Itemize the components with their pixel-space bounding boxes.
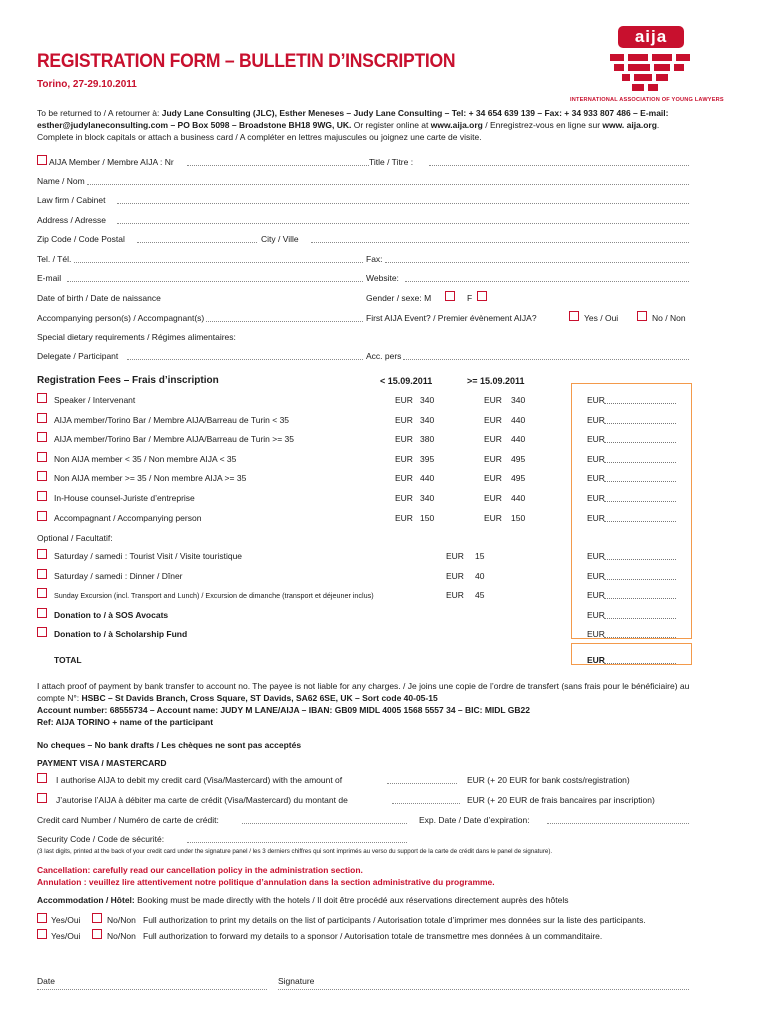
donation-sos-amount[interactable]: [604, 618, 676, 619]
currency-label: EUR: [484, 512, 502, 523]
card-number-field[interactable]: [242, 823, 407, 824]
fee-checkbox[interactable]: [37, 413, 47, 423]
currency-label: EUR: [395, 453, 413, 464]
card-number-label: Credit card Number / Numéro de carte de crédit:: [37, 815, 219, 825]
accommodation-text: Booking must be made directly with the hotels / Il doit être procédé aux réservations directement auprès des hôtels: [134, 895, 569, 905]
late-price: 340: [511, 395, 526, 405]
late-price: 150: [511, 512, 526, 523]
logo-caption: INTERNATIONAL ASSOCIATION OF YOUNG LAWYERS: [570, 97, 724, 103]
late-deadline-header: >= 15.09.2011: [467, 376, 525, 386]
fee-amount-field[interactable]: [604, 403, 676, 404]
dob-gender-row: [37, 293, 689, 305]
authorise-fr-amount[interactable]: [392, 803, 460, 804]
intro-text: / Enregistrez-vous en ligne sur: [482, 120, 603, 130]
accompanying-label: Accompanying person(s) / Accompagnant(s): [37, 313, 205, 323]
name-row: [37, 176, 689, 188]
optional-label: Sunday Excursion (incl. Transport and Lunch) / Excursion de dimanche (transport et déjeuner inclus): [54, 591, 374, 601]
currency-label: EUR: [587, 512, 605, 523]
fee-checkbox[interactable]: [37, 491, 47, 501]
aija-logo: aija: [618, 26, 684, 48]
optional-label: Saturday / samedi : Tourist Visit / Visite touristique: [54, 551, 243, 561]
first-event-yes-checkbox[interactable]: [569, 311, 579, 321]
website-label: Website:: [366, 273, 399, 283]
fee-checkbox[interactable]: [37, 452, 47, 462]
fee-row: [37, 513, 697, 526]
optional-amount-field[interactable]: [604, 579, 676, 580]
currency-label: EUR: [587, 610, 605, 620]
fee-amount-field[interactable]: [604, 423, 676, 424]
bank-transfer-text: I attach proof of payment by bank transfer to account no. The payee is not liable for any charges. / Je joins une copie de l’ordre de transfert (sans frais pour le bénéficiaire) au compte N°:: [37, 681, 690, 703]
card-payment-title: PAYMENT VISA / MASTERCARD: [37, 758, 167, 768]
bank-details: HSBC – St Davids Branch, Cross Square, ST Davids, SA62 6SE, UK – Sort code 40-05-15: [81, 693, 438, 703]
bank-transfer-paragraph: [37, 680, 697, 728]
date-field[interactable]: [37, 989, 267, 990]
currency-label: EUR: [446, 590, 464, 601]
zip-city-row: [37, 234, 689, 246]
optional-row: [37, 571, 697, 584]
fee-row: [37, 395, 697, 408]
contact-details: Judy Lane Consulting (JLC), Esther Meneses – Judy Lane Consulting – Tel: + 34 654 639 139 – Fax: + 34 933 807 486 – E-mail: esther@judylaneconsulting.com – PO Box 5098 – Broadstone BH18 9WG, UK.: [37, 108, 669, 130]
gender-label: Gender / sexe: M: [366, 293, 432, 303]
fee-row: [37, 473, 697, 486]
optional-price: 15: [475, 551, 485, 561]
early-price: 440: [420, 473, 435, 484]
fee-label: In-House counsel-Juriste d’entreprise: [54, 493, 195, 503]
zip-label: Zip Code / Code Postal: [37, 234, 125, 244]
dietary-label: Special dietary requirements / Régimes alimentaires:: [37, 332, 236, 342]
currency-label: EUR: [395, 473, 413, 484]
tel-fax-row: [37, 254, 689, 266]
fee-label: AIJA member/Torino Bar / Membre AIJA/Barreau de Turin < 35: [54, 414, 290, 425]
no-label: No/Non: [107, 931, 136, 941]
forward-details-no-checkbox[interactable]: [92, 929, 102, 939]
currency-label: EUR: [587, 629, 605, 639]
print-details-row: [37, 915, 689, 927]
fee-label: Accompagnant / Accompanying person: [54, 512, 202, 523]
fee-checkbox[interactable]: [37, 393, 47, 403]
currency-label: EUR: [484, 493, 502, 503]
first-event-label: First AIJA Event? / Premier évènement AIJA?: [366, 313, 537, 323]
email-website-row: [37, 273, 689, 285]
print-details-yes-checkbox[interactable]: [37, 913, 47, 923]
zip-field[interactable]: [137, 242, 257, 243]
firm-row: [37, 195, 689, 207]
cancellation-fr: Annulation : veuillez lire attentivement notre politique d’annulation dans la section administrative du programme.: [37, 877, 495, 887]
currency-label: EUR: [395, 512, 413, 523]
account-details: Account number: 68555734 – Account name: JUDY M LANE/AIJA – IBAN: GB09 MIDL 4005 1568 5557 34 – BIC: MIDL GB22: [37, 705, 531, 715]
currency-label: EUR: [587, 434, 605, 445]
currency-label: EUR: [587, 590, 605, 601]
fee-amount-field[interactable]: [604, 462, 676, 463]
early-price: 340: [420, 414, 435, 425]
accompanying-row: [37, 313, 689, 325]
early-price: 340: [420, 395, 435, 405]
website-link[interactable]: www. aija.org: [602, 120, 657, 130]
date-signature-row: [37, 976, 689, 988]
delegate-row: [37, 351, 689, 363]
logo-bars-graphic: [596, 52, 706, 92]
signature-label: Signature: [278, 976, 315, 986]
donation-scholarship-row: [37, 629, 697, 642]
total-amount[interactable]: [604, 663, 676, 664]
currency-label: EUR: [395, 493, 413, 503]
fee-label: Non AIJA member < 35 / Non membre AIJA < 35: [54, 453, 237, 464]
total-row: [37, 655, 697, 668]
fees-title: Registration Fees – Frais d’inscription: [37, 375, 219, 386]
late-price: 440: [511, 493, 526, 503]
delegate-label: Delegate / Participant: [37, 351, 119, 361]
print-details-label: Full authorization to print my details on the list of participants / Autorisation totale d’imprimer mes données sur la liste des participants.: [143, 915, 646, 925]
fax-field[interactable]: [385, 262, 689, 263]
address-field[interactable]: [117, 223, 689, 224]
accommodation-label: Accommodation / Hôtel:: [37, 895, 135, 905]
fee-amount-field[interactable]: [604, 521, 676, 522]
dietary-row: [37, 332, 689, 344]
member-number-field[interactable]: [187, 165, 397, 166]
currency-label: EUR: [587, 414, 605, 425]
no-label: No/Non: [107, 915, 136, 925]
currency-label: EUR: [587, 551, 605, 561]
optional-checkbox[interactable]: [37, 549, 47, 559]
optional-label: Saturday / samedi : Dinner / Dîner: [54, 570, 183, 581]
donation-scholarship-amount[interactable]: [604, 637, 676, 638]
forward-details-yes-checkbox[interactable]: [37, 929, 47, 939]
website-link[interactable]: www.aija.org: [430, 120, 483, 130]
gender-m-checkbox[interactable]: [445, 291, 455, 301]
total-label: TOTAL: [54, 655, 82, 665]
address-row: [37, 215, 689, 227]
form-title: REGISTRATION FORM – BULLETIN D’INSCRIPTION: [37, 50, 456, 72]
authorise-en-row: [37, 775, 689, 787]
late-price: 495: [511, 473, 526, 484]
fee-amount-field[interactable]: [604, 481, 676, 482]
currency-label: EUR: [587, 570, 605, 581]
intro-paragraph: [37, 107, 697, 143]
website-field[interactable]: [405, 281, 689, 282]
email-label: E-mail: [37, 273, 62, 283]
authorise-fr-note: EUR (+ 20 EUR de frais bancaires par inscription): [467, 795, 655, 805]
yes-label: Yes / Oui: [584, 313, 619, 323]
optional-checkbox[interactable]: [37, 569, 47, 579]
currency-label: EUR: [484, 414, 502, 425]
law-firm-label: Law firm / Cabinet: [37, 195, 106, 205]
late-price: 440: [511, 434, 526, 445]
fee-row: [37, 434, 697, 447]
authorise-en-checkbox[interactable]: [37, 773, 47, 783]
name-label: Name / Nom: [37, 176, 85, 186]
early-price: 150: [420, 512, 435, 523]
yes-label: Yes/Oui: [51, 931, 81, 941]
currency-label: EUR: [446, 570, 464, 581]
early-price: 340: [420, 493, 435, 503]
delegate-diet-field[interactable]: [127, 359, 363, 360]
currency-label: EUR: [395, 434, 413, 445]
signature-field[interactable]: [278, 989, 689, 990]
acc-pers-label: Acc. pers: [366, 351, 402, 361]
currency-label: EUR: [484, 473, 502, 484]
early-price: 380: [420, 434, 435, 445]
yes-label: Yes/Oui: [51, 915, 81, 925]
authorise-fr-row: [37, 795, 689, 807]
currency-label: EUR: [587, 655, 605, 665]
authorise-fr-label: J’autorise l’AIJA à débiter ma carte de crédit (Visa/Mastercard) du montant de: [56, 795, 348, 805]
fax-label: Fax:: [366, 254, 383, 264]
acc-pers-diet-field[interactable]: [403, 359, 689, 360]
member-label: AIJA Member / Membre AIJA : Nr: [49, 157, 174, 167]
fee-row: [37, 415, 697, 428]
fee-row: [37, 493, 697, 506]
donation-sos-checkbox[interactable]: [37, 608, 47, 618]
currency-label: EUR: [395, 395, 413, 405]
city-label: City / Ville: [261, 234, 299, 244]
card-number-row: [37, 815, 689, 827]
optional-price: 40: [475, 570, 485, 581]
currency-label: EUR: [587, 453, 605, 464]
optional-title: Optional / Facultatif:: [37, 533, 113, 543]
donation-scholarship-label: Donation to / à Scholarship Fund: [54, 629, 188, 639]
exp-date-field[interactable]: [547, 823, 689, 824]
city-field[interactable]: [311, 242, 689, 243]
cancellation-en: Cancellation: carefully read our cancellation policy in the administration section.: [37, 865, 363, 875]
email-field[interactable]: [67, 281, 363, 282]
fee-amount-field[interactable]: [604, 501, 676, 502]
print-details-no-checkbox[interactable]: [92, 913, 102, 923]
accommodation-line: [37, 895, 569, 905]
currency-label: EUR: [587, 493, 605, 503]
optional-checkbox[interactable]: [37, 588, 47, 598]
authorise-en-amount[interactable]: [387, 783, 457, 784]
tel-label: Tel. / Tél.: [37, 254, 72, 264]
fee-row: [37, 454, 697, 467]
gender-f-label: F: [467, 293, 473, 303]
early-price: 395: [420, 453, 435, 464]
fee-label: Speaker / Intervenant: [54, 395, 136, 405]
accompanying-field[interactable]: [187, 321, 363, 322]
donation-sos-row: [37, 610, 697, 623]
date-label: Date: [37, 976, 55, 986]
gender-f-checkbox[interactable]: [477, 291, 487, 301]
optional-price: 45: [475, 590, 485, 601]
security-code-note: (3 last digits, printed at the back of your credit card under the signature panel / les 3 derniers chiffres qui sont imprimés au verso du support de la carte de crédit dans le panel de signature).: [37, 848, 553, 855]
address-label: Address / Adresse: [37, 215, 106, 225]
authorise-en-label: I authorise AIJA to debit my credit card (Visa/Mastercard) with the amount of: [56, 775, 343, 785]
donation-scholarship-checkbox[interactable]: [37, 627, 47, 637]
intro-text: . Complete in block capitals or attach a business card / A compléter en lettres majuscules ou joignez une carte de visite.: [37, 120, 660, 142]
fee-checkbox[interactable]: [37, 511, 47, 521]
title-field[interactable]: [429, 165, 689, 166]
title-label: Title / Titre :: [369, 157, 414, 167]
optional-amount-field[interactable]: [604, 598, 676, 599]
fee-checkbox[interactable]: [37, 432, 47, 442]
forward-details-label: Full authorization to forward my details to a sponsor / Autorisation totale de transmettre mes données à un commanditaire.: [143, 931, 603, 941]
authorise-en-note: EUR (+ 20 EUR for bank costs/registration): [467, 775, 630, 785]
aija-member-checkbox[interactable]: [37, 155, 47, 165]
fee-label: AIJA member/Torino Bar / Membre AIJA/Barreau de Turin >= 35: [54, 434, 295, 445]
security-code-label: Security Code / Code de sécurité:: [37, 834, 165, 844]
dob-label: Date of birth / Date de naissance: [37, 293, 161, 303]
no-label: No / Non: [652, 313, 686, 323]
donation-sos-label: Donation to / à SOS Avocats: [54, 610, 169, 620]
intro-text: To be returned to / A retourner à:: [37, 108, 162, 118]
currency-label: EUR: [446, 551, 464, 561]
fee-label: Non AIJA member >= 35 / Non membre AIJA >= 35: [54, 473, 247, 484]
optional-amount-field[interactable]: [604, 559, 676, 560]
late-price: 495: [511, 453, 526, 464]
tel-field[interactable]: [67, 262, 363, 263]
fee-checkbox[interactable]: [37, 471, 47, 481]
no-cheques-note: No cheques – No bank drafts / Les chèques ne sont pas acceptés: [37, 740, 302, 750]
currency-label: EUR: [395, 414, 413, 425]
currency-label: EUR: [484, 395, 502, 405]
exp-date-label: Exp. Date / Date d’expiration:: [419, 815, 530, 825]
early-deadline-header: < 15.09.2011: [380, 376, 433, 386]
late-price: 440: [511, 414, 526, 425]
first-event-no-checkbox[interactable]: [637, 311, 647, 321]
fee-amount-field[interactable]: [604, 442, 676, 443]
security-code-field[interactable]: [187, 842, 407, 843]
currency-label: EUR: [587, 395, 605, 405]
currency-label: EUR: [484, 434, 502, 445]
member-row: [37, 157, 689, 169]
forward-details-row: [37, 931, 689, 943]
payment-reference: Ref: AIJA TORINO + name of the participant: [37, 717, 214, 727]
currency-label: EUR: [484, 453, 502, 464]
name-field[interactable]: [87, 184, 689, 185]
authorise-fr-checkbox[interactable]: [37, 793, 47, 803]
intro-text: Or register online at: [351, 120, 431, 130]
event-dates: Torino, 27-29.10.2011: [37, 79, 137, 90]
currency-label: EUR: [587, 473, 605, 484]
law-firm-field[interactable]: [117, 203, 689, 204]
optional-row: [37, 551, 697, 564]
security-code-row: [37, 834, 689, 846]
optional-row: [37, 590, 697, 603]
